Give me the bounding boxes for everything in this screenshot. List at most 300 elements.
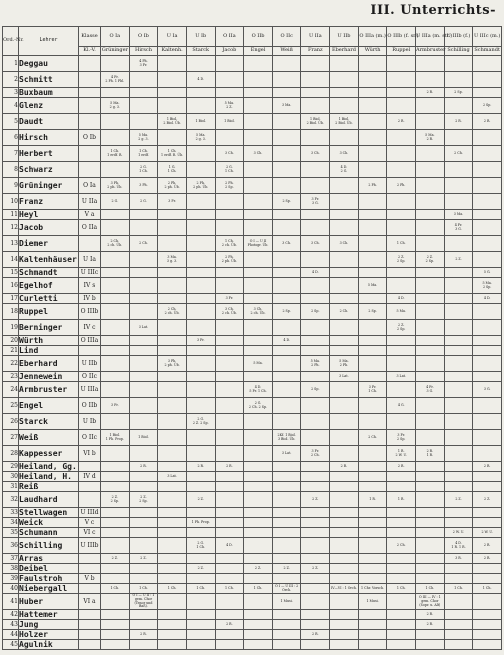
lesson-cell xyxy=(186,88,215,98)
lesson-cell xyxy=(473,574,502,584)
klasse-cell: U IIb xyxy=(79,356,101,372)
teacher-name: Heiland, H. xyxy=(19,472,79,482)
lesson-cell: 1 R. xyxy=(387,492,416,508)
table-row xyxy=(3,554,502,564)
table-row xyxy=(3,320,502,336)
class-teacher-header: Ruppel xyxy=(387,47,416,56)
lesson-cell xyxy=(473,630,502,640)
lesson-cell xyxy=(330,564,359,574)
klasse-cell xyxy=(79,492,101,508)
lesson-cell xyxy=(473,320,502,336)
lesson-cell xyxy=(215,210,244,220)
page-title: III. Unterrichts- xyxy=(370,3,496,18)
lesson-cell xyxy=(272,294,301,304)
lesson-cell xyxy=(244,482,273,492)
lesson-cell xyxy=(416,492,445,508)
lesson-cell xyxy=(358,640,387,650)
lesson-cell xyxy=(358,518,387,528)
table-row xyxy=(3,236,502,252)
table-row xyxy=(3,146,502,162)
lesson-cell xyxy=(186,640,215,650)
lesson-cell: 1 Biol. 1 Ph. Prop. xyxy=(101,430,130,446)
lesson-cell xyxy=(244,278,273,294)
lesson-cell xyxy=(358,252,387,268)
klasse-cell xyxy=(79,564,101,574)
lesson-cell xyxy=(129,472,158,482)
lesson-cell: 1 Ch. xyxy=(473,584,502,594)
lesson-cell xyxy=(272,114,301,130)
lesson-cell xyxy=(330,56,359,72)
teacher-name: Schwarz xyxy=(19,162,79,178)
klasse-cell xyxy=(79,620,101,630)
lesson-cell xyxy=(330,630,359,640)
lesson-cell: 5 Ma. 2 Sp. xyxy=(473,278,502,294)
klasse-cell xyxy=(79,462,101,472)
lesson-cell xyxy=(101,278,130,294)
lesson-cell xyxy=(244,88,273,98)
lesson-cell xyxy=(358,620,387,630)
lesson-cell xyxy=(301,528,330,538)
lesson-cell xyxy=(272,472,301,482)
lesson-cell xyxy=(444,564,473,574)
lesson-cell xyxy=(301,294,330,304)
lesson-cell xyxy=(330,268,359,278)
lesson-cell xyxy=(129,304,158,320)
lesson-cell xyxy=(444,304,473,320)
teacher-name: Jennewein xyxy=(19,372,79,382)
lesson-cell: 2 Z. xyxy=(272,564,301,574)
lesson-cell: 2 R. xyxy=(301,630,330,640)
table-row xyxy=(3,398,502,414)
klasse-cell xyxy=(79,482,101,492)
lesson-cell xyxy=(387,610,416,620)
lesson-cell: 2 G. 1 Ch. xyxy=(129,162,158,178)
lesson-cell: 3 Ch. xyxy=(330,146,359,162)
lesson-cell xyxy=(244,472,273,482)
lesson-cell xyxy=(330,336,359,346)
lesson-cell xyxy=(244,320,273,336)
lesson-cell xyxy=(101,304,130,320)
class-teacher-header: Grüninger xyxy=(101,47,130,56)
lesson-cell: 2 Z. xyxy=(301,492,330,508)
lesson-cell xyxy=(444,518,473,528)
lesson-cell: 2 R. xyxy=(416,610,445,620)
teacher-name: Laudhard xyxy=(19,492,79,508)
row-number: 36 xyxy=(3,538,19,554)
klasse-cell: U IIId xyxy=(79,508,101,518)
lesson-cell xyxy=(101,518,130,528)
lesson-cell xyxy=(129,528,158,538)
lesson-cell: 2 Sp. xyxy=(473,98,502,114)
lesson-cell xyxy=(215,356,244,372)
lesson-cell: 1 Ch. 2 ch. Üb. xyxy=(215,236,244,252)
lesson-cell xyxy=(301,430,330,446)
lesson-cell xyxy=(358,554,387,564)
lesson-cell xyxy=(301,372,330,382)
klasse-cell: U Ia xyxy=(79,252,101,268)
lesson-cell xyxy=(129,538,158,554)
lesson-cell: 1 Ch. 1 erdf. R. Üb. xyxy=(158,146,187,162)
teacher-name: Egelhof xyxy=(19,278,79,294)
teacher-name: Starck xyxy=(19,414,79,430)
lesson-cell: 2 Z. xyxy=(186,492,215,508)
klasse-cell xyxy=(79,640,101,650)
lesson-cell: 1 Biol. 2 Biol. Üb. xyxy=(158,114,187,130)
lesson-cell xyxy=(444,320,473,336)
table-row xyxy=(3,114,502,130)
lesson-cell xyxy=(215,130,244,146)
lesson-cell: 3 Ma. xyxy=(272,98,301,114)
teacher-name: Huber xyxy=(19,594,79,610)
row-number: 27 xyxy=(3,430,19,446)
table-row xyxy=(3,346,502,356)
row-number: 20 xyxy=(3,336,19,346)
teacher-name: Heyl xyxy=(19,210,79,220)
row-number: 39 xyxy=(3,574,19,584)
lesson-cell xyxy=(301,508,330,518)
lesson-cell: 4 D. xyxy=(215,538,244,554)
lesson-cell xyxy=(330,518,359,528)
lesson-cell xyxy=(473,130,502,146)
lesson-cell xyxy=(186,252,215,268)
lesson-cell: 3 Lat. xyxy=(272,446,301,462)
lesson-cell xyxy=(416,574,445,584)
row-number: 25 xyxy=(3,398,19,414)
lesson-cell xyxy=(186,210,215,220)
lesson-cell xyxy=(244,610,273,620)
lesson-cell xyxy=(244,518,273,528)
lesson-cell: 3 Lat. xyxy=(158,472,187,482)
lesson-cell xyxy=(358,210,387,220)
lesson-cell xyxy=(444,610,473,620)
lesson-cell xyxy=(129,346,158,356)
lesson-cell: 1 Ch. 1 erdf. R. xyxy=(101,146,130,162)
lesson-cell: 3 G. xyxy=(473,382,502,398)
teacher-name: Weiß xyxy=(19,430,79,446)
lesson-cell xyxy=(387,414,416,430)
lesson-cell: 3 Lat. xyxy=(129,320,158,336)
lesson-cell xyxy=(387,278,416,294)
lesson-cell xyxy=(330,528,359,538)
lesson-cell xyxy=(444,56,473,72)
lesson-cell xyxy=(244,528,273,538)
lesson-cell: 3 Ph. xyxy=(129,178,158,194)
teacher-name: Buxbaum xyxy=(19,88,79,98)
klasse-cell xyxy=(79,584,101,594)
lesson-cell xyxy=(358,294,387,304)
lesson-cell: 4 Fr. 3 G. xyxy=(416,382,445,398)
lesson-cell xyxy=(244,640,273,650)
lesson-cell xyxy=(416,472,445,482)
lesson-cell xyxy=(473,88,502,98)
teacher-name: Niebergall xyxy=(19,584,79,594)
lesson-cell: 2 R. xyxy=(387,462,416,472)
lesson-cell: 2 G. 1 Ch. xyxy=(186,538,215,554)
lesson-cell xyxy=(301,482,330,492)
lesson-cell xyxy=(272,518,301,528)
lesson-cell: 3 Fr. 3 G. xyxy=(301,194,330,210)
table-row xyxy=(3,528,502,538)
lesson-cell xyxy=(473,564,502,574)
lesson-cell xyxy=(416,56,445,72)
lesson-cell xyxy=(330,620,359,630)
teacher-name: Würth xyxy=(19,336,79,346)
lesson-cell xyxy=(244,462,273,472)
lesson-cell xyxy=(330,538,359,554)
lesson-cell: 2 R. xyxy=(215,462,244,472)
lesson-cell xyxy=(158,492,187,508)
lesson-cell xyxy=(473,210,502,220)
row-number: 21 xyxy=(3,346,19,356)
lesson-cell: 2 Z. 2 Sp. xyxy=(101,492,130,508)
lesson-cell xyxy=(358,414,387,430)
lesson-cell xyxy=(129,294,158,304)
table-row xyxy=(3,610,502,620)
lesson-cell xyxy=(301,278,330,294)
lesson-cell xyxy=(358,528,387,538)
lesson-cell: 5 Ma. 2 R. xyxy=(416,130,445,146)
lesson-cell xyxy=(330,88,359,98)
klasse-cell: V c xyxy=(79,518,101,528)
lesson-cell xyxy=(387,210,416,220)
klasse-cell xyxy=(79,114,101,130)
lesson-cell: 1 Ch. xyxy=(244,584,273,594)
lesson-cell: 2 Z. xyxy=(129,554,158,564)
lesson-cell: 2 Sp. xyxy=(272,194,301,210)
klasse-cell: U IIIa xyxy=(79,382,101,398)
lesson-cell xyxy=(301,346,330,356)
lesson-cell: 5 Ma. 2 g. 3. xyxy=(186,130,215,146)
table-row xyxy=(3,194,502,210)
lesson-cell xyxy=(330,574,359,584)
lesson-cell xyxy=(473,162,502,178)
lesson-cell xyxy=(444,336,473,346)
class-header: U IIIb (f.) xyxy=(444,27,473,47)
lesson-cell: 1 Biol. 2 Biol. Üb. xyxy=(330,114,359,130)
klasse-cell: O IIIa xyxy=(79,336,101,346)
lesson-cell xyxy=(358,146,387,162)
lesson-cell: 2 G. xyxy=(101,194,130,210)
lesson-cell xyxy=(358,574,387,584)
lesson-cell xyxy=(186,472,215,482)
lesson-cell xyxy=(387,640,416,650)
lesson-cell xyxy=(416,518,445,528)
lesson-cell xyxy=(215,610,244,620)
lesson-cell xyxy=(387,356,416,372)
lesson-cell xyxy=(330,346,359,356)
lesson-cell xyxy=(158,508,187,518)
teacher-name: Schmitt xyxy=(19,72,79,88)
lesson-cell xyxy=(387,336,416,346)
lesson-cell xyxy=(473,414,502,430)
lesson-cell xyxy=(244,130,273,146)
lesson-cell xyxy=(158,430,187,446)
lesson-cell xyxy=(330,430,359,446)
lesson-cell: 3 Ch. xyxy=(301,236,330,252)
lesson-cell: 1 Ch. xyxy=(186,584,215,594)
lesson-cell xyxy=(416,146,445,162)
klasse-cell: O IIa xyxy=(79,220,101,236)
lesson-cell: 3 Lat. xyxy=(387,372,416,382)
klasse-cell: IV s xyxy=(79,278,101,294)
lesson-cell xyxy=(387,528,416,538)
lesson-cell xyxy=(215,574,244,584)
lesson-cell xyxy=(358,98,387,114)
teacher-name: Weick xyxy=(19,518,79,528)
lesson-cell xyxy=(358,56,387,72)
lesson-cell xyxy=(244,220,273,236)
lesson-cell xyxy=(186,346,215,356)
lesson-cell: 4 D. 5 Pr. 1 Ch. xyxy=(244,382,273,398)
lesson-cell xyxy=(272,278,301,294)
lesson-cell xyxy=(387,564,416,574)
lesson-cell xyxy=(158,98,187,114)
class-teacher-header: Weiß xyxy=(272,47,301,56)
lesson-cell xyxy=(129,446,158,462)
lesson-cell xyxy=(158,382,187,398)
lesson-cell xyxy=(387,382,416,398)
lesson-cell xyxy=(444,414,473,430)
lesson-cell xyxy=(444,446,473,462)
row-number: 11 xyxy=(3,210,19,220)
lesson-cell xyxy=(129,382,158,398)
lesson-cell: 1 Ch. 1 erdf. xyxy=(129,146,158,162)
lesson-cell xyxy=(358,346,387,356)
klasse-cell: U IIIb xyxy=(79,538,101,554)
lesson-cell xyxy=(473,336,502,346)
lesson-cell xyxy=(473,640,502,650)
class-teacher-header: Jacob xyxy=(215,47,244,56)
lesson-cell xyxy=(358,236,387,252)
lesson-cell xyxy=(158,72,187,88)
lesson-cell xyxy=(272,462,301,472)
lesson-cell xyxy=(416,414,445,430)
lesson-cell xyxy=(416,72,445,88)
row-number: 35 xyxy=(3,528,19,538)
lesson-cell xyxy=(444,162,473,178)
lesson-cell xyxy=(158,414,187,430)
lesson-cell xyxy=(244,294,273,304)
lesson-cell xyxy=(186,220,215,236)
row-number: 19 xyxy=(3,320,19,336)
lesson-cell: 2 Ch. xyxy=(387,538,416,554)
lesson-cell: 2 R. xyxy=(416,88,445,98)
lesson-cell xyxy=(387,594,416,610)
lesson-cell xyxy=(330,398,359,414)
lesson-cell: O I — U III : 2 Orch. xyxy=(272,584,301,594)
lesson-cell xyxy=(186,620,215,630)
class-header-row xyxy=(3,27,502,47)
lesson-cell xyxy=(101,356,130,372)
lesson-cell xyxy=(473,346,502,356)
lesson-cell xyxy=(416,178,445,194)
row-number: 14 xyxy=(3,252,19,268)
table-row xyxy=(3,518,502,528)
lesson-cell: 4 G. xyxy=(387,398,416,414)
lesson-cell xyxy=(215,194,244,210)
lesson-cell: 2 G. 1 Ch. xyxy=(215,162,244,178)
lesson-cell: 2 R. xyxy=(416,620,445,630)
lesson-cell xyxy=(101,210,130,220)
lesson-cell xyxy=(416,98,445,114)
lesson-cell xyxy=(358,336,387,346)
class-header: U Ia xyxy=(158,27,187,47)
table-row xyxy=(3,268,502,278)
lesson-cell xyxy=(244,508,273,518)
lesson-cell: 2 Z. xyxy=(301,564,330,574)
table-row xyxy=(3,130,502,146)
teacher-name: Faulstroh xyxy=(19,574,79,584)
lesson-cell: 1 G. 1 Ch. xyxy=(158,162,187,178)
teacher-name: Reiß xyxy=(19,482,79,492)
lesson-cell: 1 Biol. 2 Biol. Üb. xyxy=(301,114,330,130)
lesson-cell xyxy=(301,518,330,528)
table-row xyxy=(3,162,502,178)
lesson-cell xyxy=(244,594,273,610)
lesson-cell xyxy=(473,194,502,210)
teacher-name: Deggau xyxy=(19,56,79,72)
lesson-cell xyxy=(387,620,416,630)
lesson-cell: 2 Sp. xyxy=(301,382,330,398)
lesson-cell xyxy=(358,398,387,414)
teacher-name: Kaltenhäuser xyxy=(19,252,79,268)
lesson-cell xyxy=(158,278,187,294)
lesson-cell xyxy=(272,574,301,584)
lesson-cell: 4 D. xyxy=(387,294,416,304)
lesson-cell xyxy=(330,98,359,114)
lesson-cell: 2 Z. 2 Sp. xyxy=(416,252,445,268)
teacher-name: Glenz xyxy=(19,98,79,114)
teacher-name: Grüninger xyxy=(19,178,79,194)
class-teacher-header: Starck xyxy=(186,47,215,56)
lesson-cell: 5 Ma. 2 g. 3. xyxy=(129,130,158,146)
lesson-cell xyxy=(215,372,244,382)
table-row xyxy=(3,356,502,372)
lesson-cell xyxy=(330,210,359,220)
lesson-cell xyxy=(215,414,244,430)
lesson-cell xyxy=(215,56,244,72)
row-number: 17 xyxy=(3,294,19,304)
lesson-cell xyxy=(301,210,330,220)
klasse-cell: O IIb xyxy=(79,398,101,414)
lesson-cell xyxy=(330,492,359,508)
lesson-cell xyxy=(444,630,473,640)
lesson-cell: 5 Ma. 2 Ph. xyxy=(301,356,330,372)
lesson-cell xyxy=(444,472,473,482)
lesson-cell xyxy=(330,72,359,88)
lesson-cell xyxy=(272,482,301,492)
lesson-cell xyxy=(387,130,416,146)
lesson-cell xyxy=(158,554,187,564)
lesson-cell xyxy=(473,398,502,414)
lesson-cell xyxy=(244,554,273,564)
lesson-cell xyxy=(416,346,445,356)
lesson-cell xyxy=(358,630,387,640)
lesson-cell xyxy=(129,398,158,414)
lesson-cell xyxy=(301,98,330,114)
lesson-cell: 2 Z. xyxy=(473,492,502,508)
lesson-cell xyxy=(358,268,387,278)
lesson-cell xyxy=(358,194,387,210)
klasse-cell: IV b xyxy=(79,294,101,304)
lesson-cell xyxy=(444,382,473,398)
lesson-cell: 2 R. xyxy=(473,538,502,554)
lesson-cell xyxy=(158,528,187,538)
lesson-cell: 2 Sp. xyxy=(358,304,387,320)
lesson-cell xyxy=(301,538,330,554)
lesson-cell xyxy=(473,508,502,518)
lesson-cell xyxy=(358,162,387,178)
